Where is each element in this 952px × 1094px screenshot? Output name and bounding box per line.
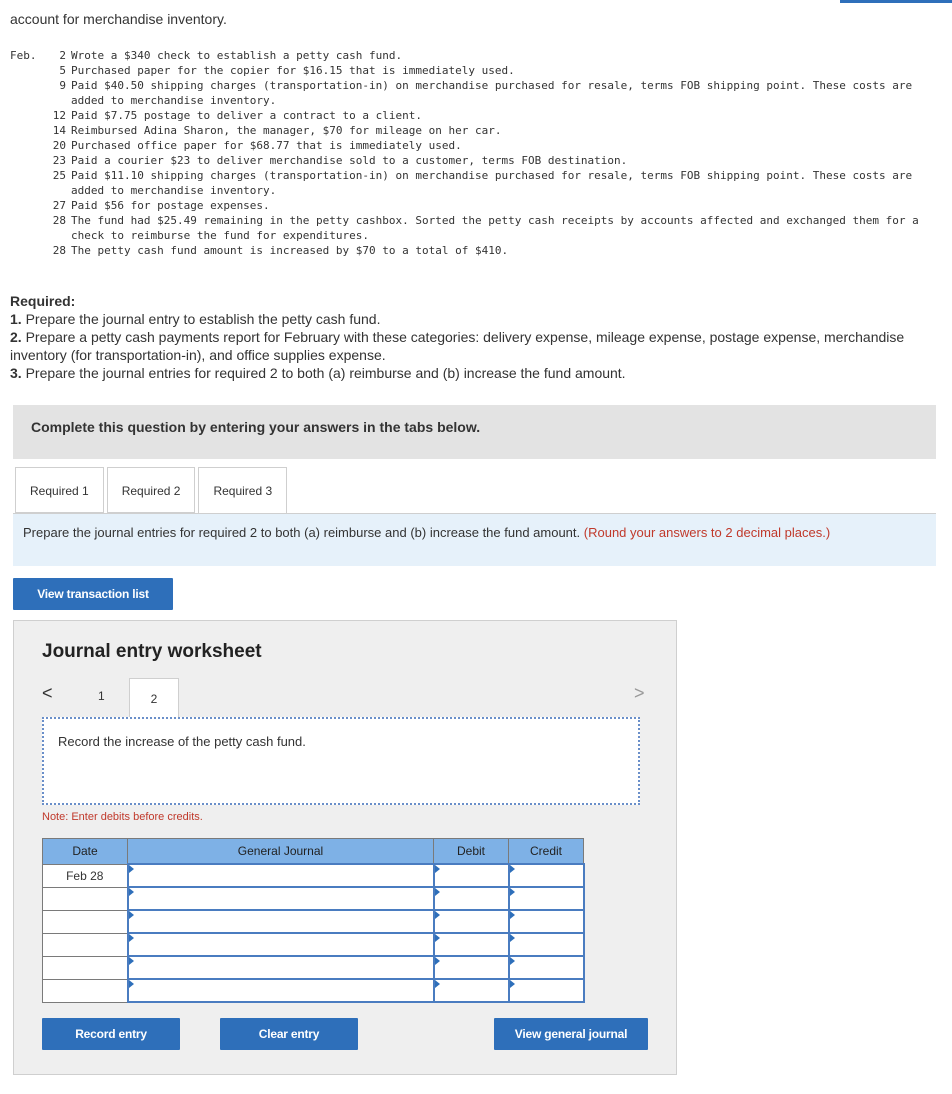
column-header-debit: Debit [434, 839, 509, 865]
required-text: Prepare the journal entries for required 2 to both (a) reimburse and (b) increase the fund amount. [25, 365, 626, 381]
date-cell [43, 979, 128, 1002]
transaction-row [10, 153, 950, 168]
transaction-row [10, 63, 950, 78]
date-cell [43, 956, 128, 979]
transaction-row [10, 168, 950, 198]
transaction-row [10, 108, 950, 123]
required-section [10, 292, 940, 382]
rounding-note: (Round your answers to 2 decimal places.) [583, 525, 831, 540]
transaction-text: The fund had $25.49 remaining in the petty cashbox. Sorted the petty cash receipts by accounts affected and exchanged them for a check to reimburse the fund for expenditures. [71, 214, 926, 242]
transaction-text: Purchased paper for the copier for $16.15 that is immediately used. [71, 64, 515, 77]
debit-input[interactable] [434, 864, 509, 887]
credit-input[interactable] [509, 887, 584, 910]
instruction-text: Prepare the journal entries for required 2 to both (a) reimburse and (b) increase the fund amount. [23, 525, 581, 540]
transaction-text: Reimbursed Adina Sharon, the manager, $70 for mileage on her car. [71, 124, 502, 137]
table-row [43, 956, 584, 979]
transaction-row [10, 243, 950, 258]
view-general-journal-button[interactable]: View general journal [494, 1018, 648, 1050]
instruction-panel [13, 513, 936, 566]
transaction-row [10, 48, 950, 63]
transaction-day: 20 [52, 139, 66, 152]
account-input[interactable] [128, 887, 434, 910]
transaction-text: Purchased office paper for $68.77 that is immediately used. [71, 139, 462, 152]
debit-input[interactable] [434, 910, 509, 933]
account-input[interactable] [128, 910, 434, 933]
column-header-general-journal: General Journal [128, 839, 434, 865]
transaction-day: 9 [59, 79, 66, 92]
transaction-day: 12 [52, 109, 66, 122]
entry-description [42, 717, 640, 805]
record-entry-button[interactable]: Record entry [42, 1018, 180, 1050]
worksheet-title: Journal entry worksheet [42, 641, 262, 662]
transaction-text: Paid $40.50 shipping charges (transportation-in) on merchandise purchased for resale, terms FOB shipping point. These costs are added to merchandise inventory. [71, 79, 919, 107]
required-text: Prepare the journal entry to establish the petty cash fund. [25, 311, 381, 327]
transaction-text: Paid $56 for postage expenses. [71, 199, 270, 212]
page-1-link[interactable]: 1 [98, 689, 105, 703]
required-item [10, 328, 940, 364]
account-input[interactable] [128, 956, 434, 979]
debit-input[interactable] [434, 933, 509, 956]
debits-before-credits-note: Note: Enter debits before credits. [42, 811, 203, 823]
date-cell [43, 933, 128, 956]
table-row [43, 864, 584, 887]
required-item [10, 364, 940, 382]
required-tabs [15, 467, 290, 514]
table-row [43, 933, 584, 956]
tab-required-1[interactable]: Required 1 [15, 467, 104, 513]
account-input[interactable] [128, 979, 434, 1002]
transaction-row [10, 123, 950, 138]
transaction-day: 28 [52, 214, 66, 227]
transaction-day: 27 [52, 199, 66, 212]
column-header-date: Date [43, 839, 128, 865]
entry-description-text: Record the increase of the petty cash fund. [58, 734, 306, 749]
transaction-day: 28 [52, 244, 66, 257]
intro-text: account for merchandise inventory. [10, 11, 227, 27]
page-2-tab[interactable]: 2 [129, 678, 179, 718]
date-cell [43, 910, 128, 933]
required-text: Prepare a petty cash payments report for February with these categories: delivery expense, mileage expense, postage expense, merchandise inventory (for transportation-in), and office supplies expense. [10, 329, 905, 363]
transaction-row [10, 78, 950, 108]
required-number: 3. [10, 365, 22, 381]
credit-input[interactable] [509, 910, 584, 933]
date-cell: Feb 28 [43, 864, 128, 887]
transaction-text: Wrote a $340 check to establish a petty cash fund. [71, 49, 403, 62]
credit-input[interactable] [509, 979, 584, 1002]
table-header-row [43, 839, 584, 865]
transaction-day: 25 [52, 169, 66, 182]
debit-input[interactable] [434, 887, 509, 910]
credit-input[interactable] [509, 956, 584, 979]
chevron-right-icon[interactable]: > [634, 683, 645, 703]
table-row [43, 910, 584, 933]
table-row [43, 979, 584, 1002]
required-number: 1. [10, 311, 22, 327]
account-input[interactable] [128, 933, 434, 956]
column-header-credit: Credit [509, 839, 584, 865]
clear-entry-button[interactable]: Clear entry [220, 1018, 358, 1050]
transaction-list [10, 48, 950, 258]
transaction-day: 5 [59, 64, 66, 77]
top-accent-bar [840, 0, 952, 3]
debit-input[interactable] [434, 956, 509, 979]
date-cell [43, 887, 128, 910]
complete-question-banner: Complete this question by entering your answers in the tabs below. [13, 405, 936, 459]
transaction-text: Paid $11.10 shipping charges (transportation-in) on merchandise purchased for resale, terms FOB shipping point. These costs are added to merchandise inventory. [71, 169, 919, 197]
table-row [43, 887, 584, 910]
transaction-row [10, 198, 950, 213]
transaction-row [10, 138, 950, 153]
required-number: 2. [10, 329, 22, 345]
transaction-day: 2 [59, 49, 66, 62]
transaction-text: Paid a courier $23 to deliver merchandise sold to a customer, terms FOB destination. [71, 154, 628, 167]
chevron-left-icon[interactable]: < [42, 683, 53, 703]
view-transaction-list-button[interactable]: View transaction list [13, 578, 173, 610]
credit-input[interactable] [509, 864, 584, 887]
credit-input[interactable] [509, 933, 584, 956]
transaction-row [10, 213, 950, 243]
required-item [10, 310, 940, 328]
account-input[interactable] [128, 864, 434, 887]
journal-table [42, 838, 585, 1003]
transaction-day: 23 [52, 154, 66, 167]
debit-input[interactable] [434, 979, 509, 1002]
required-heading: Required: [10, 293, 76, 309]
journal-entry-worksheet [13, 620, 677, 1075]
transaction-day: 14 [52, 124, 66, 137]
transaction-text: Paid $7.75 postage to deliver a contract to a client. [71, 109, 422, 122]
transaction-text: The petty cash fund amount is increased by $70 to a total of $410. [71, 244, 509, 257]
tab-required-2[interactable]: Required 2 [107, 467, 196, 513]
tab-required-3[interactable]: Required 3 [198, 467, 287, 514]
transaction-month: Feb. [10, 49, 37, 62]
